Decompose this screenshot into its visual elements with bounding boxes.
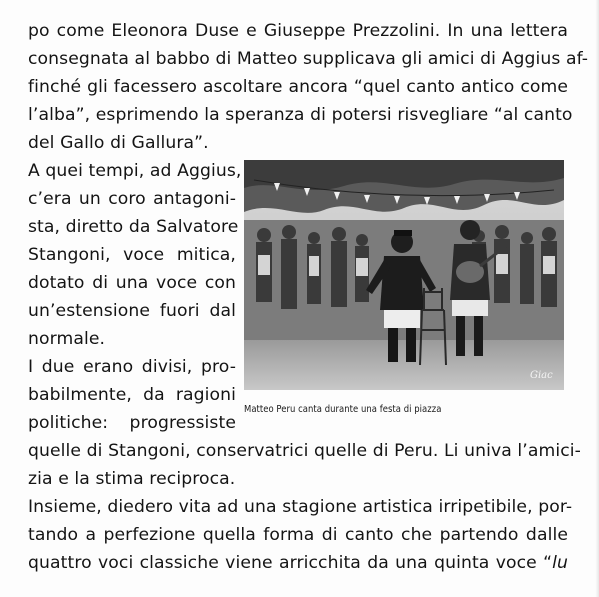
text-line: dotato di una voce con: [28, 273, 236, 293]
text-line: sta, diretto da Salvatore: [28, 217, 239, 237]
text-line: un’estensione fuori dal: [28, 301, 236, 321]
text-line: I due erano divisi, pro-: [28, 357, 236, 377]
text-line-main: quattro voci classiche viene arricchita da una quinta voce “: [28, 553, 553, 573]
text-line: consegnata al babbo di Matteo supplicava gli amici di Aggius af-: [28, 49, 589, 69]
text-line: normale.: [28, 329, 106, 349]
page-edge: [595, 0, 599, 597]
italic-word: lu: [552, 553, 568, 573]
text-line: politiche: progressiste: [28, 413, 236, 433]
photo-caption: Matteo Peru canta durante una festa di piazza: [244, 404, 442, 415]
photograph-singers: [244, 160, 564, 390]
text-line: A quei tempi, ad Aggius,: [28, 161, 242, 181]
text-line: zia e la stima reciproca.: [28, 469, 236, 489]
text-line: c’era un coro antagoni-: [28, 189, 236, 209]
photo-signature: Giac: [530, 370, 553, 381]
text-line: po come Eleonora Duse e Giuseppe Prezzolini. In una lettera: [28, 21, 568, 41]
text-line: babilmente, da ragioni: [28, 385, 236, 405]
text-line: del Gallo di Gallura”.: [28, 133, 209, 153]
text-line: Stangoni, voce mitica,: [28, 245, 236, 265]
text-line: Insieme, diedero vita ad una stagione artistica irripetibile, por-: [28, 497, 573, 517]
text-line: l’alba”, esprimendo la speranza di potersi risvegliare “al canto: [28, 105, 573, 125]
text-line: quelle di Stangoni, conservatrici quelle di Peru. Li univa l’amici-: [28, 441, 581, 461]
text-line: [28, 553, 568, 573]
text-line: finché gli facessero ascoltare ancora “quel canto antico come: [28, 77, 568, 97]
text-line: tando a perfezione quella forma di canto che partendo dalle: [28, 525, 568, 545]
